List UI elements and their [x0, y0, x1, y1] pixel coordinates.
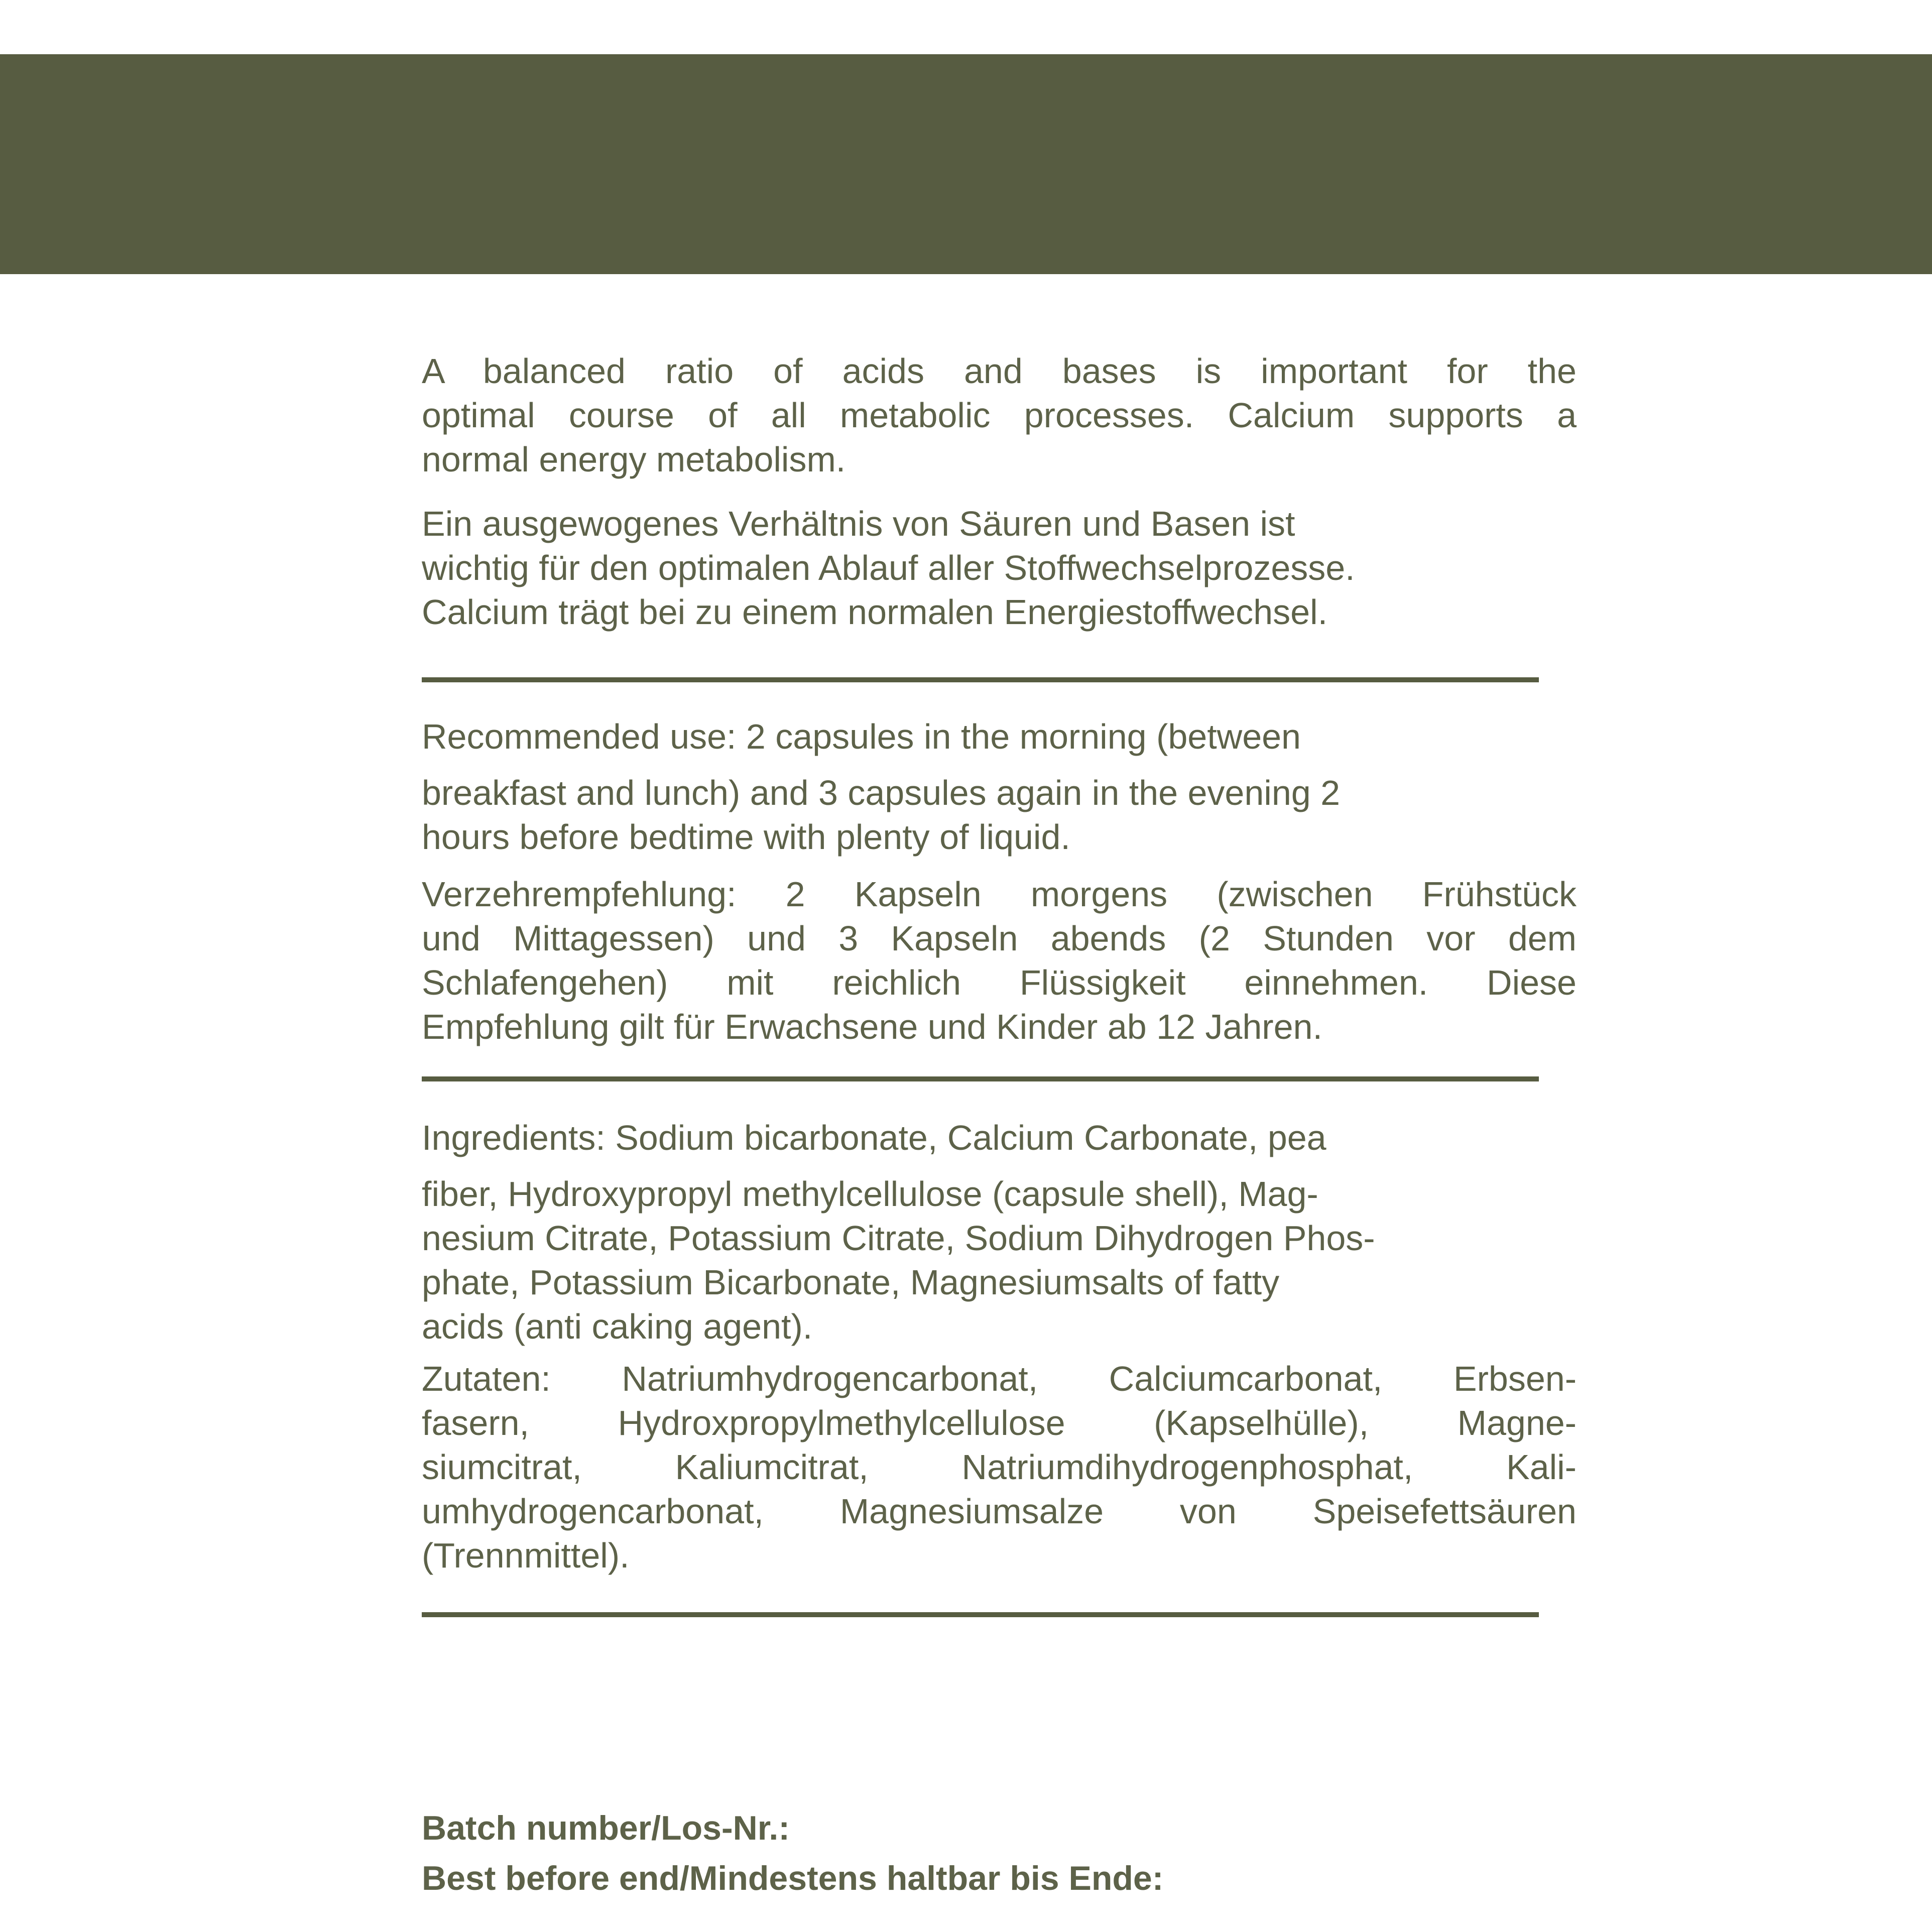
intro-paragraph-de	[422, 502, 1577, 634]
text-line: hours before bedtime with plenty of liquid.	[422, 817, 1070, 857]
text-line: Calcium trägt bei zu einem normalen Energiestoffwechsel.	[422, 592, 1328, 632]
label-text-column	[422, 349, 1577, 1903]
text-line: Zutaten: Natriumhydrogencarbonat, Calciumcarbonat, Erbsen-	[422, 1359, 1577, 1398]
text-line: Verzehrempfehlung: 2 Kapseln morgens (zwischen Frühstück	[422, 875, 1577, 914]
text-line: Ein ausgewogenes Verhältnis von Säuren und Basen ist	[422, 504, 1295, 543]
text-line: und Mittagessen) und 3 Kapseln abends (2 Stunden vor dem	[422, 919, 1577, 958]
best-before-label: Best before end/Mindestens haltbar bis Ende:	[422, 1859, 1164, 1897]
text-line: A balanced ratio of acids and bases is important for the	[422, 351, 1577, 391]
intro-paragraph-en	[422, 349, 1577, 481]
text-line: Recommended use: 2 capsules in the morning (between	[422, 717, 1301, 756]
top-color-band	[0, 54, 1932, 274]
text-line: fasern, Hydroxpropylmethylcellulose (Kapselhülle), Magne-	[422, 1403, 1577, 1442]
batch-number-label: Batch number/Los-Nr.:	[422, 1809, 790, 1847]
text-line: Empfehlung gilt für Erwachsene und Kinder ab 12 Jahren.	[422, 1007, 1322, 1046]
text-line: breakfast and lunch) and 3 capsules again in the evening 2	[422, 773, 1341, 812]
text-line: (Trennmittel).	[422, 1536, 630, 1575]
recommended-use-paragraph-de	[422, 872, 1577, 1049]
text-line: optimal course of all metabolic processes. Calcium supports a	[422, 396, 1577, 435]
divider-line-3	[422, 1612, 1539, 1617]
text-line: phate, Potassium Bicarbonate, Magnesiumsalts of fatty	[422, 1263, 1280, 1302]
text-line: umhydrogencarbonat, Magnesiumsalze von Speisefettsäuren	[422, 1492, 1577, 1531]
text-line: acids (anti caking agent).	[422, 1307, 813, 1346]
text-line: fiber, Hydroxypropyl methylcellulose (capsule shell), Mag-	[422, 1174, 1318, 1214]
text-line: siumcitrat, Kaliumcitrat, Natriumdihydrogenphosphat, Kali-	[422, 1447, 1577, 1487]
text-line: Ingredients: Sodium bicarbonate, Calcium Carbonate, pea	[422, 1118, 1326, 1157]
divider-line-2	[422, 1076, 1539, 1081]
text-line: normal energy metabolism.	[422, 440, 846, 479]
ingredients-paragraph-de	[422, 1357, 1577, 1578]
divider-line-1	[422, 677, 1539, 682]
text-line: nesium Citrate, Potassium Citrate, Sodium Dihydrogen Phos-	[422, 1219, 1375, 1258]
ingredients-paragraph-en	[422, 1116, 1577, 1349]
recommended-use-paragraph-en	[422, 714, 1577, 859]
text-line: wichtig für den optimalen Ablauf aller Stoffwechselprozesse.	[422, 548, 1355, 587]
text-line: Schlafengehen) mit reichlich Flüssigkeit einnehmen. Diese	[422, 963, 1577, 1002]
batch-info-block	[422, 1803, 1577, 1903]
